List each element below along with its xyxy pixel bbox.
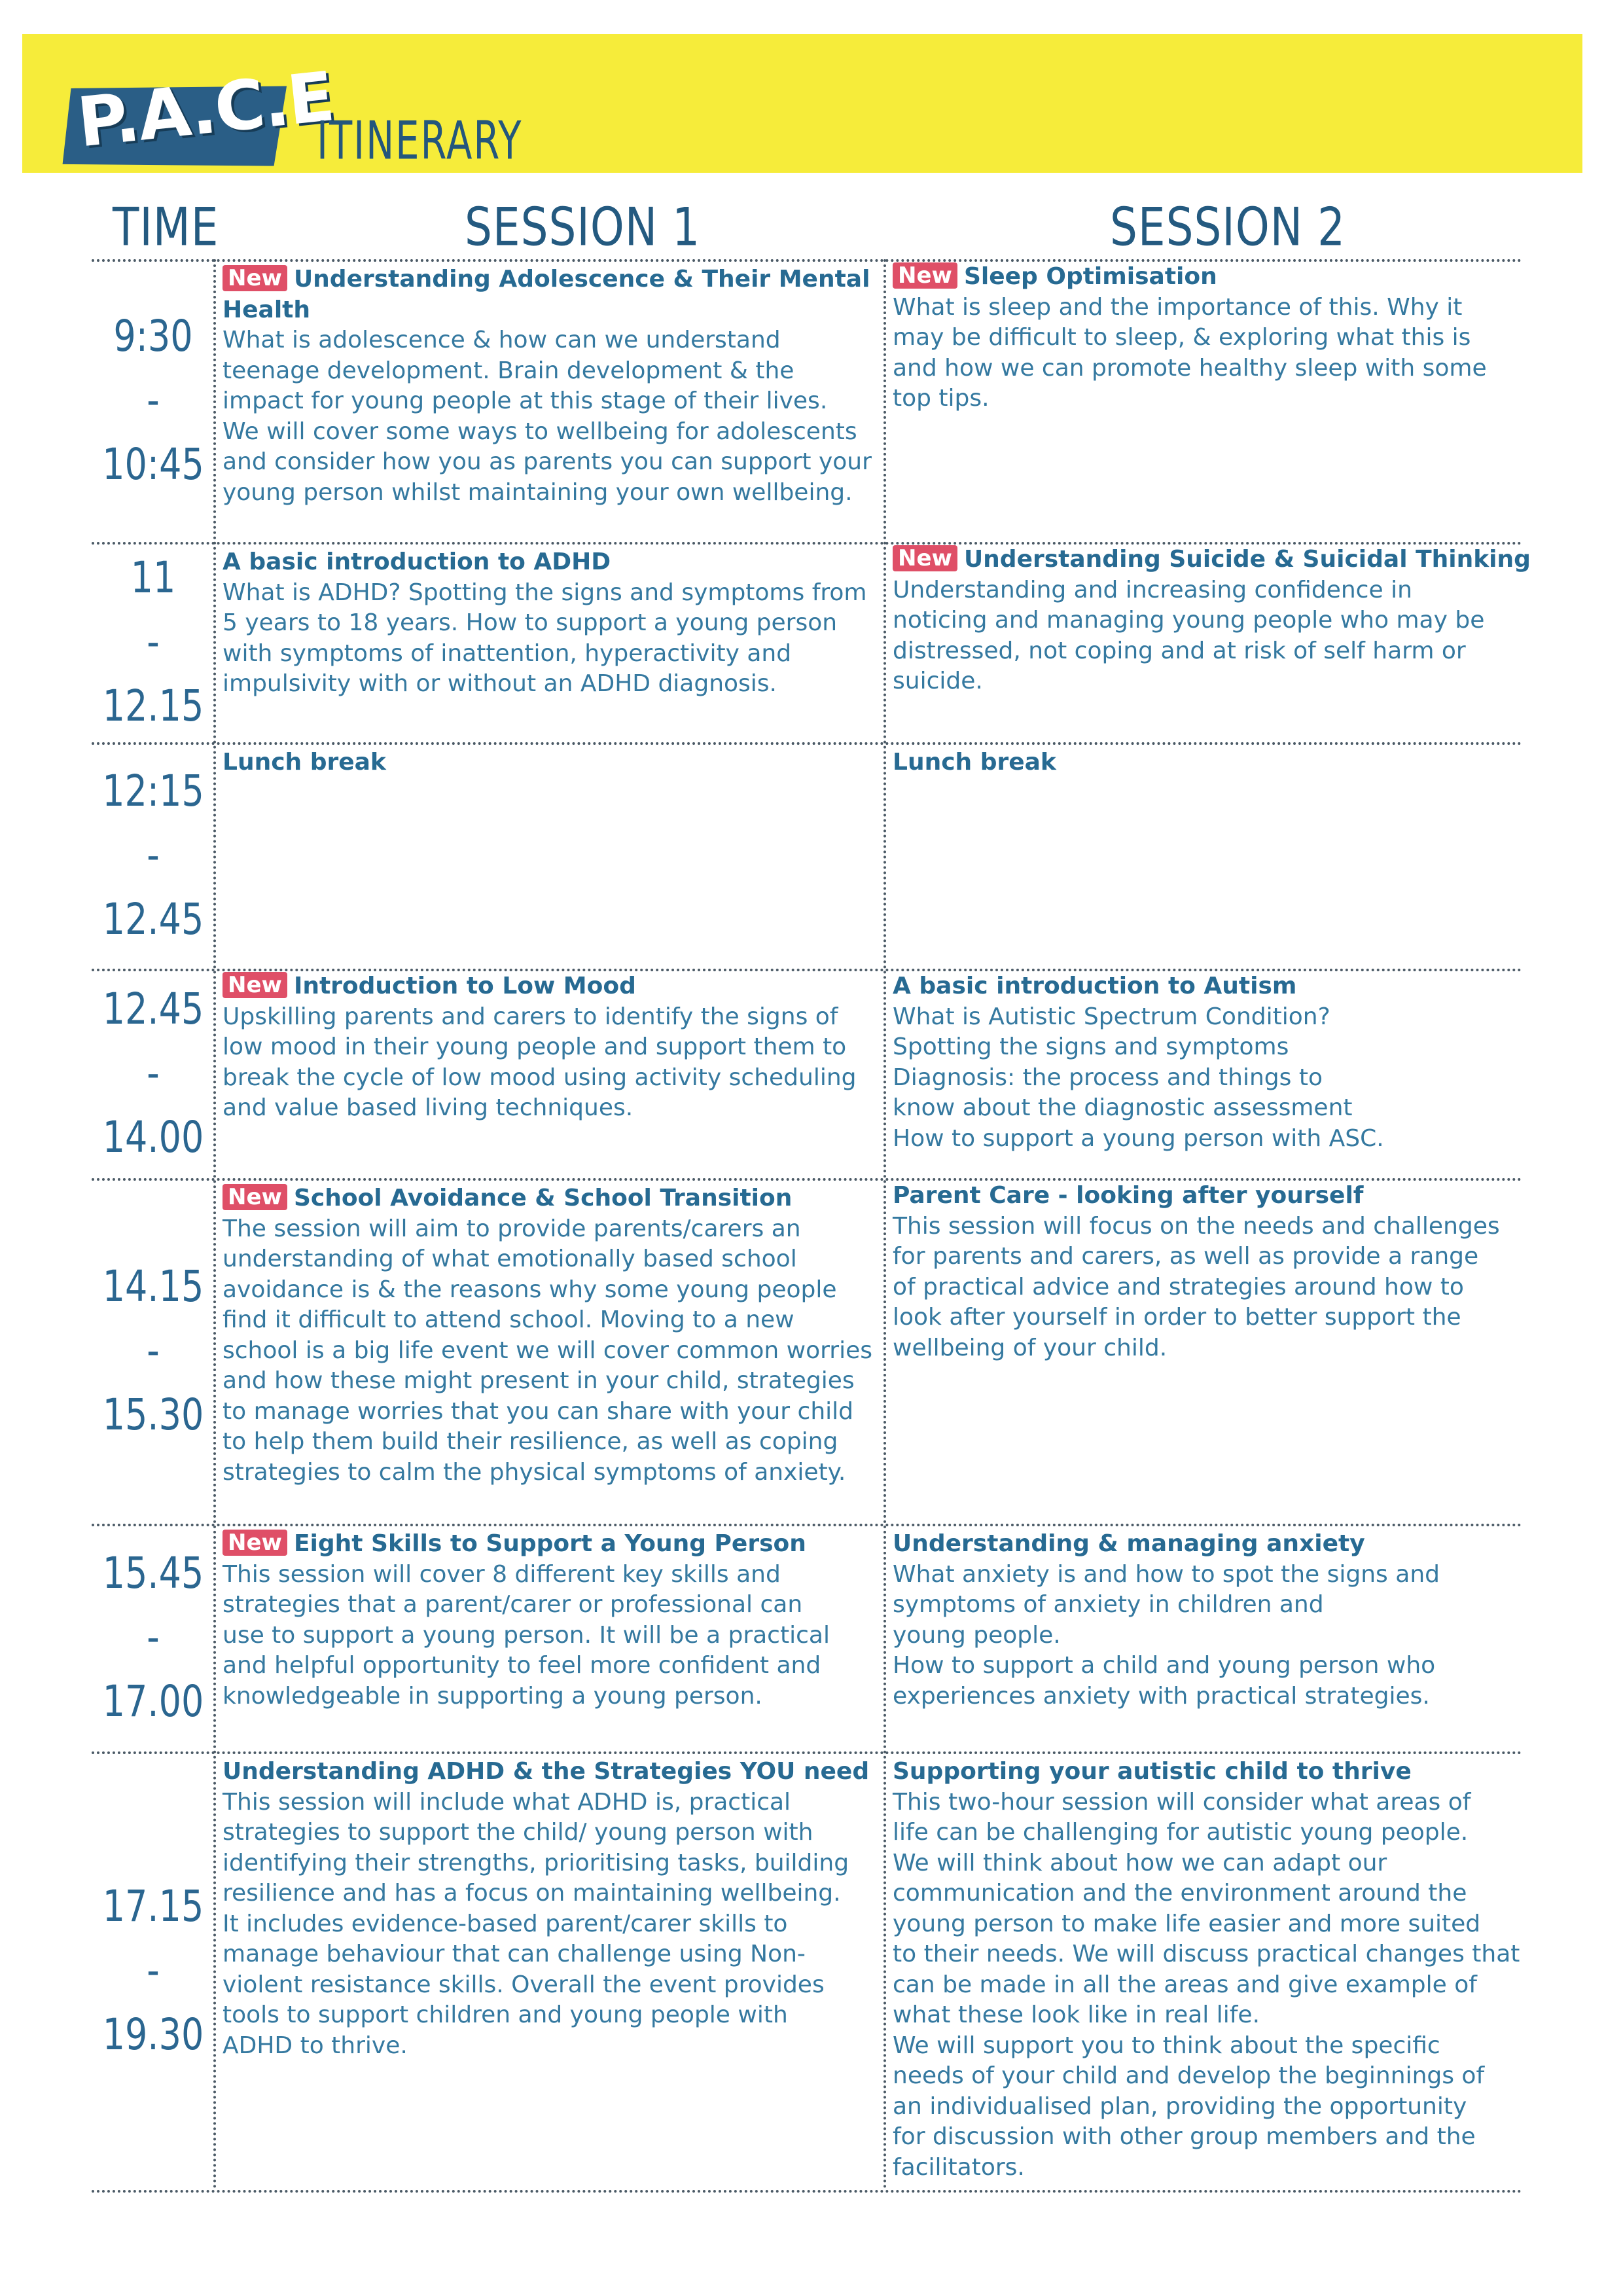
time-separator: - — [147, 616, 160, 667]
start-time: 15.45 — [102, 1547, 204, 1598]
row-divider — [92, 1524, 1522, 1526]
time-slot — [92, 1524, 215, 1751]
session1-cell — [223, 1183, 877, 1488]
time-separator: - — [147, 1611, 160, 1662]
session-title: A basic introduction to ADHD — [223, 548, 611, 575]
session-description: Understanding and increasing confidence in noticing and managing young people who may be distressed, not coping and at risk of self harm or suicide. — [893, 576, 1485, 694]
row-divider — [92, 742, 1522, 745]
session1-cell — [223, 1529, 877, 1712]
session1-cell — [223, 547, 877, 700]
start-time: 14.15 — [102, 1261, 204, 1312]
session1-cell — [223, 747, 877, 778]
session-title: Introduction to Low Mood — [293, 973, 636, 999]
end-time: 14.00 — [102, 1111, 204, 1162]
time-slot — [92, 742, 215, 969]
session-description: This session will cover 8 different key skills and strategies that a parent/carer or professional can use to support a young person. It will be a practical and helpful opportunity to feel more confident and knowledgeable in supporting a young person. — [223, 1560, 830, 1710]
session-title: A basic introduction to Autism — [893, 973, 1297, 999]
session-description: What is Autistic Spectrum Condition? Spotting the signs and symptoms Diagnosis: the process and things to know about the diagnostic assessment How to support a young person with ASC. — [893, 1003, 1384, 1152]
time-slot — [92, 1751, 215, 2190]
session1-cell — [223, 971, 877, 1124]
session-title: Sleep Optimisation — [963, 263, 1217, 290]
end-time: 10:45 — [102, 439, 204, 490]
session1-cell — [223, 264, 877, 508]
end-time: 12.15 — [102, 680, 204, 731]
new-badge: New — [223, 1184, 287, 1210]
new-badge: New — [223, 1530, 287, 1556]
session-title: Supporting your autistic child to thrive — [893, 1758, 1412, 1785]
session-description: What is sleep and the importance of this. Why it may be difficult to sleep, & exploring what this is and how we can promote healthy sleep with some top tips. — [893, 293, 1487, 412]
time-column-heading: TIME — [113, 196, 219, 258]
session-description: This session will include what ADHD is, practical strategies to support the child/ young person with identifying their strengths, prioritising tasks, building resilience and has a focus on maintaining wellbeing. It includes evidence-based parent/carer skills to manage behaviour that can challenge using Non- violent resistance skills. Overall the event provides tools to support children and young people with ADHD to thrive. — [223, 1788, 849, 2059]
session-title: Lunch break — [893, 749, 1056, 776]
session-title: Lunch break — [223, 749, 386, 776]
session1-column-heading: SESSION 1 — [465, 196, 701, 258]
time-slot — [92, 542, 215, 742]
session2-cell — [893, 262, 1547, 414]
session-title: Understanding & managing anxiety — [893, 1530, 1365, 1557]
time-slot — [92, 1178, 215, 1524]
end-time: 12.45 — [102, 893, 204, 944]
session2-cell — [893, 1181, 1547, 1363]
time-separator: - — [147, 1325, 160, 1376]
session-column-divider — [883, 259, 886, 2190]
session-title: Understanding ADHD & the Strategies YOU need — [223, 1758, 870, 1785]
end-time: 17.00 — [102, 1676, 204, 1727]
session-description: This session will focus on the needs and challenges for parents and carers, as well as provide a range of practical advice and strategies around how to look after yourself in order to better support the wellbeing of your child. — [893, 1212, 1500, 1361]
new-badge: New — [223, 972, 287, 998]
session2-cell — [893, 971, 1547, 1154]
time-slot — [92, 259, 215, 542]
time-slot — [92, 969, 215, 1178]
start-time: 12:15 — [102, 765, 204, 816]
end-time: 19.30 — [102, 2009, 204, 2060]
start-time: 17.15 — [102, 1880, 204, 1931]
time-separator: - — [147, 1945, 160, 1996]
session2-cell — [893, 747, 1547, 778]
session-title: Eight Skills to Support a Young Person — [293, 1530, 806, 1557]
start-time: 12.45 — [102, 983, 204, 1034]
new-badge: New — [223, 265, 287, 291]
session2-cell — [893, 545, 1547, 697]
pace-logo: P.A.C.E — [73, 56, 337, 163]
new-badge: New — [893, 545, 957, 571]
session2-cell — [893, 1757, 1547, 2183]
new-badge: New — [893, 262, 957, 289]
end-time: 15.30 — [102, 1389, 204, 1440]
time-separator: - — [147, 374, 160, 425]
session2-cell — [893, 1529, 1547, 1712]
session-title: Understanding Suicide & Suicidal Thinking — [963, 546, 1531, 573]
row-divider — [92, 1751, 1522, 1754]
start-time: 11 — [130, 552, 176, 603]
itinerary-heading: ITINERARY — [317, 111, 523, 172]
row-divider — [92, 2190, 1522, 2193]
session-description: The session will aim to provide parents/carers an understanding of what emotionally based school avoidance is & the reasons why some young people find it difficult to attend school. Moving to a new school is a big life event we will cover common worries and how these might present in your child, strategies to manage worries that you can share with your child to help them build their resilience, as well as coping strategies to calm the physical symptoms of anxiety. — [223, 1215, 872, 1486]
session-description: Upskilling parents and carers to identify the signs of low mood in their young people and support them to break the cycle of low mood using activity scheduling and value based living techniques. — [223, 1003, 857, 1121]
session1-cell — [223, 1757, 877, 2061]
session-title: Understanding Adolescence & Their Mental Health — [223, 266, 870, 323]
start-time: 9:30 — [113, 310, 193, 361]
session-title: School Avoidance & School Transition — [293, 1185, 793, 1211]
time-separator: - — [147, 1047, 160, 1098]
time-separator: - — [147, 829, 160, 880]
session-description: What anxiety is and how to spot the signs and symptoms of anxiety in children and young people. How to support a child and young person who experiences anxiety with practical strategies. — [893, 1560, 1440, 1710]
session2-column-heading: SESSION 2 — [1110, 196, 1346, 258]
session-title: Parent Care - looking after yourself — [893, 1182, 1364, 1209]
session-description: What is ADHD? Spotting the signs and symptoms from 5 years to 18 years. How to support a young person with symptoms of inattention, hyperactivity and impulsivity with or without an ADHD diagnosis. — [223, 579, 867, 697]
session-description: This two-hour session will consider what areas of life can be challenging for autistic young people. We will think about how we can adapt our communication and the environment around the young person to make life easier and more suited to their needs. We will discuss practical changes that can be made in all the areas and give example of what these look like in real life. We will support you to think about the specific needs of your child and develop the beginnings of an individualised plan, providing the opportunity for discussion with other group members and the facilitators. — [893, 1788, 1520, 2181]
session-description: What is adolescence & how can we understand teenage development. Brain development & the impact for young people at this stage of their lives. We will cover some ways to wellbeing for adolescents and consider how you as parents you can support your young person whilst maintaining your own wellbeing. — [223, 327, 872, 506]
